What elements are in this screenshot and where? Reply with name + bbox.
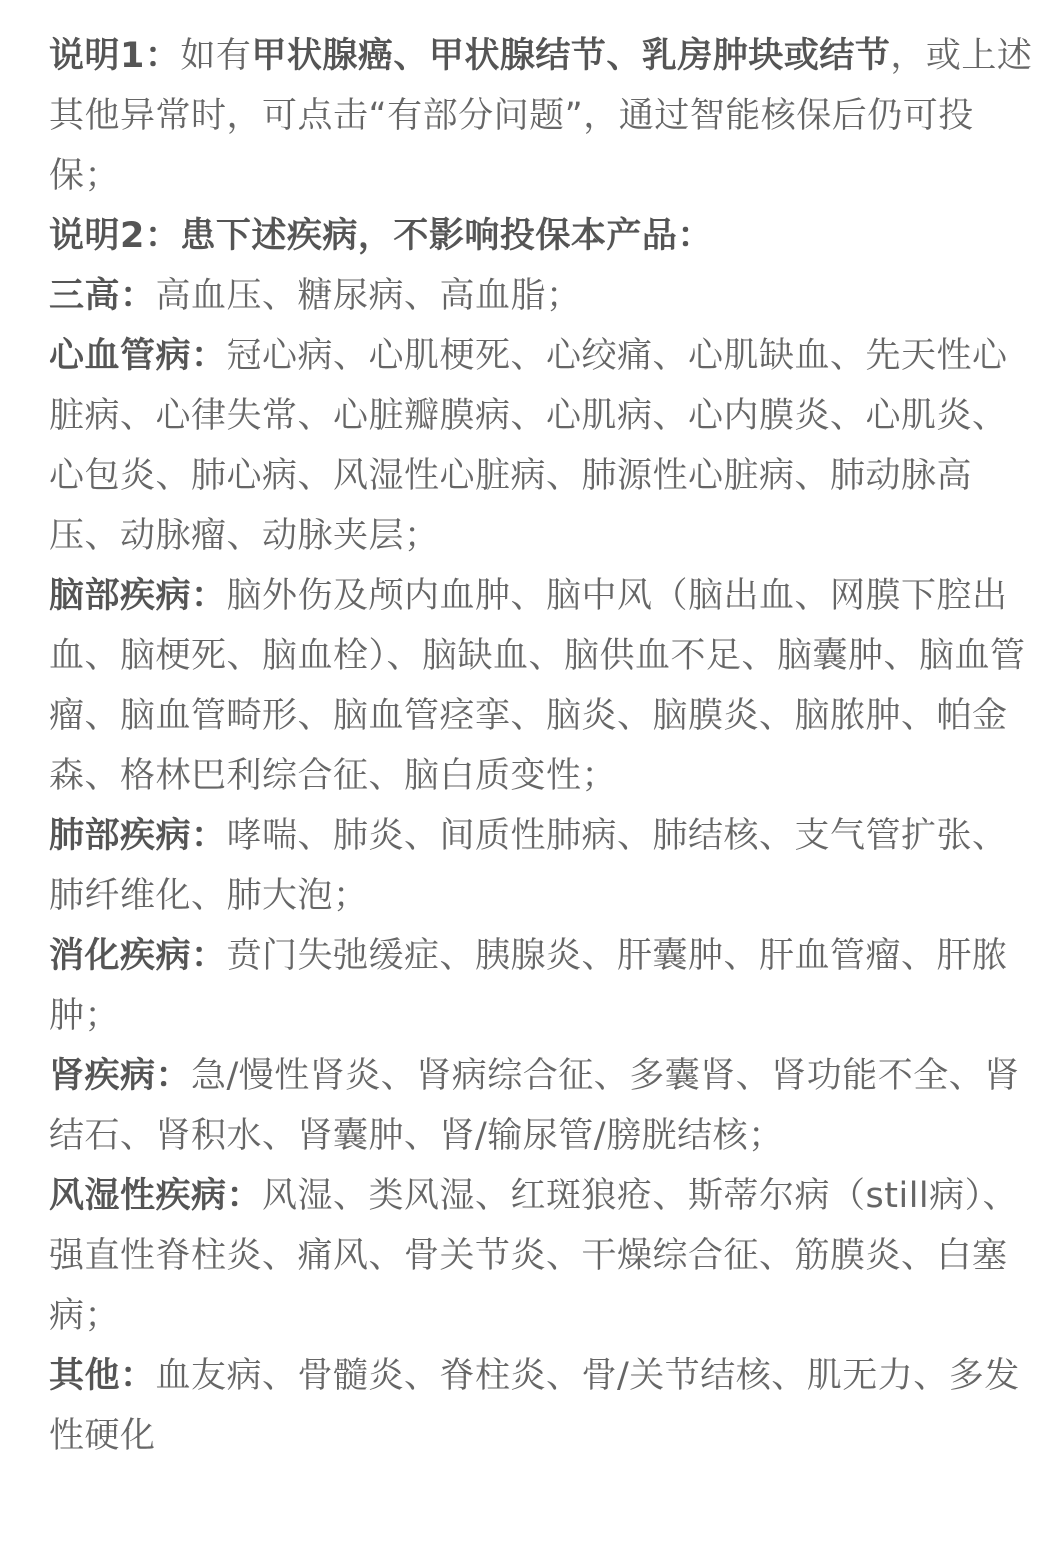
category-diseases: 急/慢性肾炎、肾病综合征、多囊肾、肾功能不全、肾结石、肾积水、肾囊肿、肾/输尿管/膀胱结核； — [49, 1056, 1020, 1156]
category-label: 脑部疾病： — [49, 576, 227, 616]
category-kidney — [49, 1046, 1039, 1166]
category-cardiovascular — [49, 326, 1039, 566]
category-rheumatic — [49, 1166, 1039, 1346]
note-1 — [49, 26, 1039, 206]
category-digestive — [49, 926, 1039, 1046]
note-1-text: ，或上述其他异常时，可点击“有部分问题”，通过智能核保后仍可投保； — [49, 36, 1033, 196]
category-label: 心血管病： — [49, 336, 227, 376]
category-diseases: 贲门失弛缓症、胰腺炎、肝囊肿、肝血管瘤、肝脓肿； — [49, 936, 1008, 1036]
category-label: 其他： — [49, 1356, 156, 1396]
category-diseases: 冠心病、心肌梗死、心绞痛、心肌缺血、先天性心脏病、心律失常、心脏瓣膜病、心肌病、心内膜炎、心肌炎、心包炎、肺心病、风湿性心脏病、肺源性心脏病、肺动脉高压、动脉瘤、动脉夹层； — [49, 336, 1008, 556]
category-lung — [49, 806, 1039, 926]
category-label: 风湿性疾病： — [49, 1176, 263, 1216]
category-diseases: 风湿、类风湿、红斑狼疮、斯蒂尔病（still病）、强直性脊柱炎、痛风、骨关节炎、干燥综合征、筋膜炎、白塞病； — [49, 1176, 1019, 1336]
category-label: 肺部疾病： — [49, 816, 227, 856]
note-2-label: 说明2： — [49, 216, 181, 256]
note-1-label: 说明1： — [49, 36, 181, 76]
note-1-prefix: 如有 — [180, 36, 252, 76]
category-diseases: 脑外伤及颅内血肿、脑中风（脑出血、网膜下腔出血、脑梗死、脑血栓）、脑缺血、脑供血不足、脑囊肿、脑血管瘤、脑血管畸形、脑血管痉挛、脑炎、脑膜炎、脑脓肿、帕金森、格林巴利综合征、脑白质变性； — [49, 576, 1026, 796]
category-other — [49, 1346, 1039, 1466]
category-label: 三高： — [49, 276, 156, 316]
category-label: 肾疾病： — [49, 1056, 192, 1096]
insurance-health-notes — [49, 26, 1039, 1466]
note-2-text: 患下述疾病，不影响投保本产品： — [180, 216, 713, 256]
note-2 — [49, 206, 1039, 266]
category-hypertension-group — [49, 266, 1039, 326]
category-diseases: 高血压、糖尿病、高血脂； — [155, 276, 582, 316]
category-diseases: 哮喘、肺炎、间质性肺病、肺结核、支气管扩张、肺纤维化、肺大泡； — [49, 816, 1008, 916]
category-brain — [49, 566, 1039, 806]
note-1-emphasis: 甲状腺癌、甲状腺结节、乳房肿块或结节 — [251, 36, 891, 76]
category-label: 消化疾病： — [49, 936, 227, 976]
category-diseases: 血友病、骨髓炎、脊柱炎、骨/关节结核、肌无力、多发性硬化 — [49, 1356, 1020, 1456]
